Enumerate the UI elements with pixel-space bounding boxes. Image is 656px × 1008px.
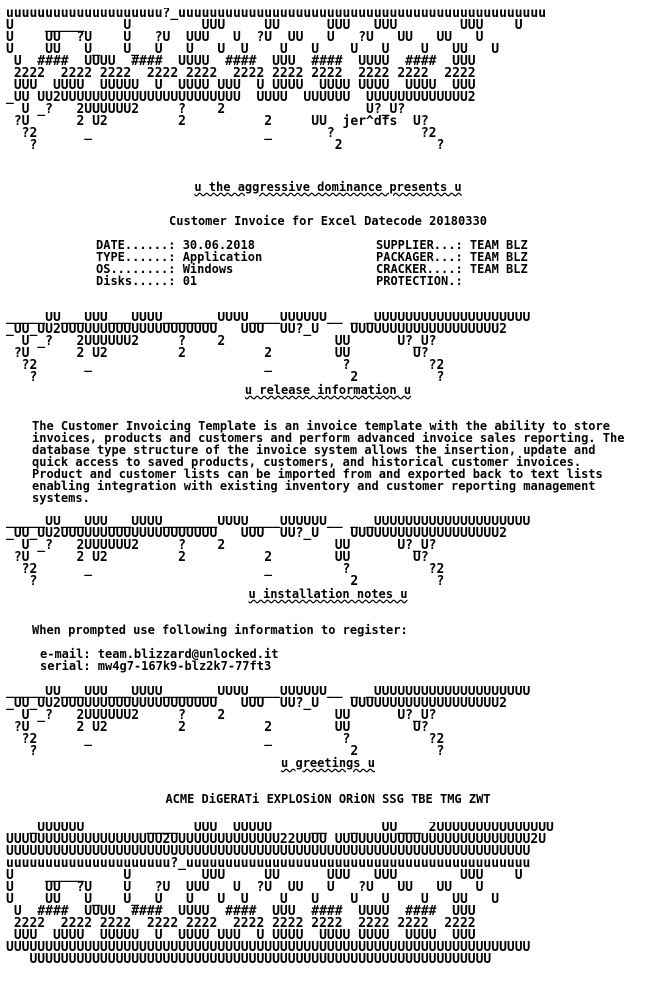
section-heading-release-text: u release information u bbox=[244, 383, 412, 397]
registration-details: e-mail: team.blizzard@unlocked.it serial: mw4g7-167k9-blz2k7-77ft3 bbox=[40, 647, 279, 673]
product-title: Customer Invoice for Excel Datecode 20180330 bbox=[169, 214, 487, 228]
section-heading-release bbox=[0, 383, 656, 397]
tagline bbox=[0, 180, 656, 194]
divider-art-2: _____UU___UUU___UUUU_______UUUU____UUUUUU__ _ _UUUUUUUUUUUUUUUUUUUU _UU_UU2UUUUUUUUUUUUUUUUUUUU UUU UU?_U UUUUUUUUUUUUUUUUUUU2 U _? 2UUUUUU2 ? 2 UU U?_U? ?U 2 U2 2 2 UU U? ?2 _ _ ? ?2 ? 2 ? bbox=[6, 516, 531, 588]
header-ascii-art: uuuuuuuuuuuuuuuuuuuu?_uuuuuuuuuuuuuuuuuuuuuuuuuuuuuuuuuuuuuuuuuuuuuuu U _____ U UUU UU UUU UUU UUU U U UU ?U U ?U UUU U ?U UU U ?U UU UU U U UU U_ U_ U U U U U U U U U UU U U #### UUUU #### UUUU #### UUU #### UUUU #### UUU 2222 2222 2222 2222 2222 2222 2222 2222 2222 2222 2222 UUU UUUU UUUUU U UUUU UUU U UUUU UUUU UUUU UUUU UUU _UU UU2UUUUUUUUUUUUUUUUUUUUUUU UUUU UUUUUU UUUUUUUUUUUUU2 U _? 2UUUUUU2 ? 2 U?_U? ?U 2 U2 2 2 UU jer^dfs U? ?2 _ _ ? ?2 ? 2 ? bbox=[6, 8, 547, 152]
section-heading-greetings bbox=[0, 756, 656, 770]
greetings-list: ACME DiGERATi EXPLOSiON ORiON SSG TBE TMG ZWT bbox=[165, 792, 491, 806]
divider-art-3: _____UU___UUU___UUUU_______UUUU____UUUUUU__ _ _UUUUUUUUUUUUUUUUUUUU _UU_UU2UUUUUUUUUUUUUUUUUUUU UUU UU?_U UUUUUUUUUUUUUUUUUUU2 U _? 2UUUUUU2 ? 2 UU U?_U? ?U 2 U2 2 2 UU U? ?2 _ _ ? ?2 ? 2 ? bbox=[6, 686, 531, 758]
release-info-left: DATE......: 30.06.2018 TYPE......: Application OS........: Windows Disks.....: 01 bbox=[96, 238, 263, 288]
footer-ascii-art: _UUUUUU ____ UUU UUUUU __ _ UU___ 2UUUUUUUUUUUUUUU UUUUUUUUUUUUUUUUUUUU2UUUUUUUUUUUUUU22UUUU UUUUUUUUUUUUUUUUUUUUUUUUU2U UUUUUUUUUUUUUUUUUUUUUUUUUUUUUUUUUUUUUUUUUUUUUUUUUUUUUUUUUUUUUUUUUUU uuuuuuuuuuuuuuuuuuuuu?_uuuuuuuuuuuuuuuuuuuuuuuuuuuuuuuuuuuuuuuuuuuu U _____ U UUU UU UUU UUU UUU U U UU ?U U ?U UUU U ?U UU U ?U UU UU U U UU U_ U_ U U U U U U U U U UU U U #### UUUU #### UUUU #### UUU #### UUUU #### UUU 2222 2222 2222 2222 2222 2222 2222 2222 2222 2222 2222 UUU UUUU UUUUU U UUUU UUU U UUUU UUUU UUUU UUUU UUU UUUUUUUUUUUUUUUUUUUUUUUUUUUUUUUUUUUUUUUUUUUUUUUUUUUUUUUUUUUUUUUUUUU UUUUUUUUUUUUUUUUUUUUUUUUUUUUUUUUUUUUUUUUUUUUUUUUUUUUUUUUUUU bbox=[6, 822, 554, 966]
divider-art-1: _____UU___UUU___UUUU_______UUUU____UUUUUU__ _ _UUUUUUUUUUUUUUUUUUUU _UU_UU2UUUUUUUUUUUUUUUUUUUU UUU UU?_U UUUUUUUUUUUUUUUUUUU2 U _? 2UUUUUU2 ? 2 UU U?_U? ?U 2 U2 2 2 UU U? ?2 _ _ ? ?2 ? 2 ? bbox=[6, 312, 531, 384]
release-description: The Customer Invoicing Template is an invoice template with the ability to store invoices, products and customers and perform advanced invoice sales reporting. The database type structure of the invoice system allows the insertion, update and quick access to saved products, customers, and historical customer invoices. Product and customer lists can be imported from and exported back to text lists enabling integration with existing inventory and customer reporting management systems. bbox=[32, 419, 625, 505]
section-heading-greetings-text: u greetings u bbox=[281, 756, 375, 770]
tagline-text: u the aggressive dominance presents u bbox=[194, 180, 462, 194]
section-heading-install-text: u installation notes u bbox=[248, 587, 408, 601]
section-heading-install bbox=[0, 587, 656, 601]
install-instructions: When prompted use following information to register: bbox=[32, 623, 408, 637]
release-info-right: SUPPLIER...: TEAM BLZ PACKAGER...: TEAM BLZ CRACKER....: TEAM BLZ PROTECTION.: bbox=[376, 238, 528, 288]
